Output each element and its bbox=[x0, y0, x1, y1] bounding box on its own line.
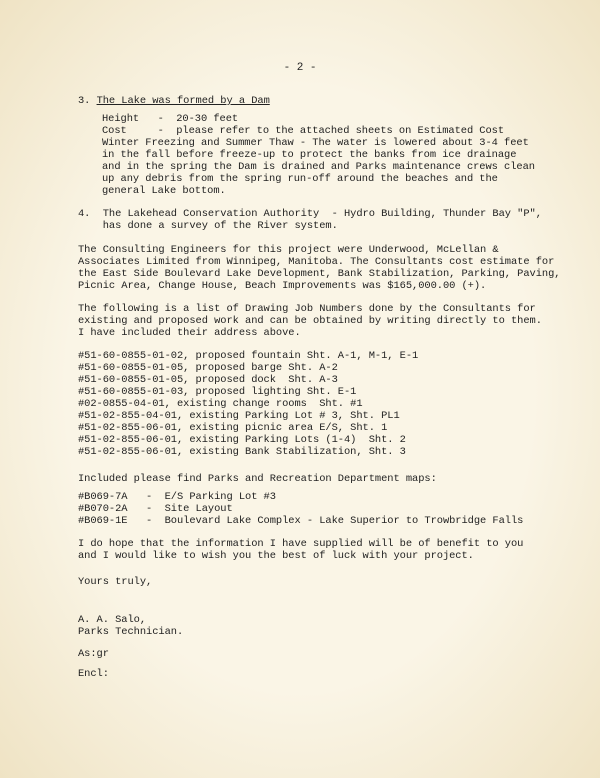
signoff: Yours truly, bbox=[78, 576, 153, 588]
engineers-paragraph-line: the East Side Boulevard Lake Development, Bank Stabilization, Parking, Paving, bbox=[78, 268, 561, 280]
drawing-list-item: #51-60-0855-01-05, proposed dock Sht. A-3 bbox=[78, 374, 338, 386]
item3-title: The Lake was formed by a Dam bbox=[96, 95, 270, 107]
item3-text-line: up any debris from the spring run-off around the beaches and the bbox=[102, 173, 498, 185]
maps-intro: Included please find Parks and Recreation Department maps: bbox=[78, 473, 437, 485]
item3-text-line: and in the spring the Dam is drained and Parks maintenance crews clean bbox=[102, 161, 535, 173]
item3-text-line: Winter Freezing and Summer Thaw - The water is lowered about 3-4 feet bbox=[102, 137, 529, 149]
drawing-list-item: #51-02-855-06-01, existing Parking Lots (1-4) Sht. 2 bbox=[78, 434, 406, 446]
closing-paragraph-line: and I would like to wish you the best of luck with your project. bbox=[78, 550, 474, 562]
item4-line: has done a survey of the River system. bbox=[78, 220, 338, 232]
item3-text-line: in the fall before freeze-up to protect the banks from ice drainage bbox=[102, 149, 517, 161]
height-line: Height - 20-30 feet bbox=[102, 113, 239, 125]
engineers-paragraph-line: Picnic Area, Change House, Beach Improvements was $165,000.00 (+). bbox=[78, 280, 487, 292]
item4-line: 4. The Lakehead Conservation Authority - Hydro Building, Thunder Bay "P", bbox=[78, 208, 542, 220]
drawing-list-item: #51-02-855-04-01, existing Parking Lot # 3, Sht. PL1 bbox=[78, 410, 400, 422]
drawing-list-item: #51-60-0855-01-02, proposed fountain Sht. A-1, M-1, E-1 bbox=[78, 350, 419, 362]
engineers-paragraph-line: The Consulting Engineers for this project were Underwood, McLellan & bbox=[78, 244, 499, 256]
map-list-item: #B069-7A - E/S Parking Lot #3 bbox=[78, 491, 276, 503]
signer-title: Parks Technician. bbox=[78, 626, 184, 638]
engineers-paragraph-line: Associates Limited from Winnipeg, Manitoba. The Consultants cost estimate for bbox=[78, 256, 555, 268]
map-list-item: #B070-2A - Site Layout bbox=[78, 503, 233, 515]
cost-line: Cost - please refer to the attached sheets on Estimated Cost bbox=[102, 125, 505, 137]
following-paragraph-line: I have included their address above. bbox=[78, 327, 301, 339]
map-list-item: #B069-1E - Boulevard Lake Complex - Lake Superior to Trowbridge Falls bbox=[78, 515, 524, 527]
drawing-list-item: #51-02-855-06-01, existing picnic area E/S, Sht. 1 bbox=[78, 422, 388, 434]
item3-heading bbox=[78, 95, 270, 107]
signer-name: A. A. Salo, bbox=[78, 614, 147, 626]
item3-text-line: general Lake bottom. bbox=[102, 185, 226, 197]
closing-paragraph-line: I do hope that the information I have supplied will be of benefit to you bbox=[78, 538, 524, 550]
drawing-list-item: #51-02-855-06-01, existing Bank Stabilization, Sht. 3 bbox=[78, 446, 406, 458]
drawing-list-item: #51-60-0855-01-03, proposed lighting Sht. E-1 bbox=[78, 386, 357, 398]
item3-number: 3. bbox=[78, 95, 91, 107]
typist-initials: As:gr bbox=[78, 648, 109, 660]
page-number: - 2 - bbox=[283, 62, 317, 74]
drawing-list-item: #51-60-0855-01-05, proposed barge Sht. A-2 bbox=[78, 362, 338, 374]
following-paragraph-line: existing and proposed work and can be obtained by writing directly to them. bbox=[78, 315, 542, 327]
enclosure-note: Encl: bbox=[78, 668, 109, 680]
following-paragraph-line: The following is a list of Drawing Job Numbers done by the Consultants for bbox=[78, 303, 536, 315]
drawing-list-item: #02-0855-04-01, existing change rooms Sht. #1 bbox=[78, 398, 363, 410]
